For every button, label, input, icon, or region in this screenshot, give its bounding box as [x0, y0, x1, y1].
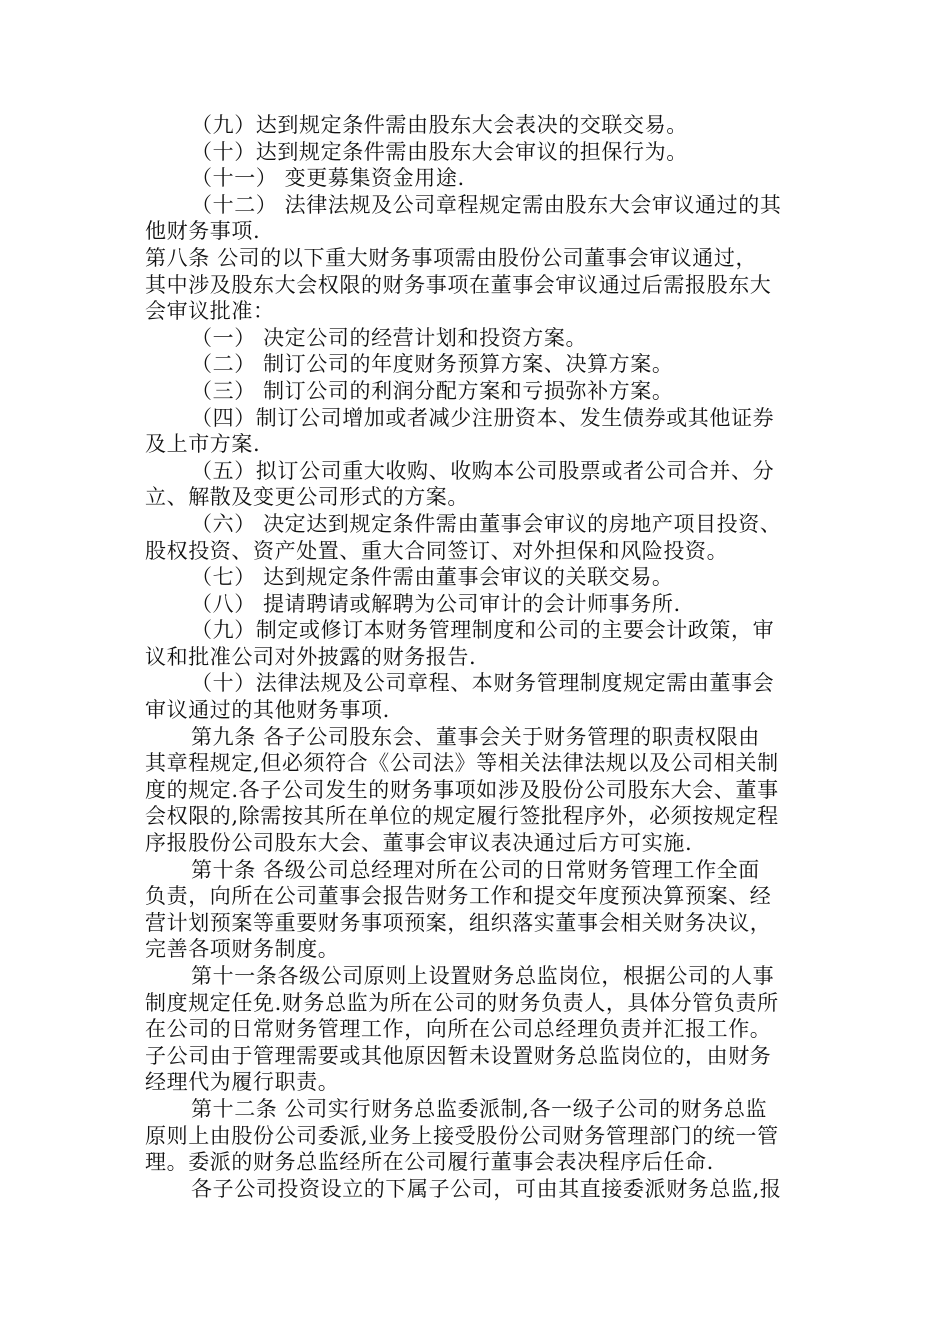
text-line: 序报股份公司股东大会、董事会审议表决通过后方可实施.: [145, 831, 693, 856]
text-line: 制度规定任免.财务总监为所在公司的财务负责人，具体分管负责所: [145, 990, 779, 1015]
text-line: （九）达到规定条件需由股东大会表决的交联交易。: [191, 113, 688, 137]
text-line: 负责，向所在公司董事会报告财务工作和提交年度预决算预案、经: [145, 884, 772, 909]
text-line: 立、解散及变更公司形式的方案。: [145, 485, 469, 510]
text-line: 议和批准公司对外披露的财务报告.: [145, 644, 477, 669]
text-line: （四）制订公司增加或者减少注册资本、发生债券或其他证券: [191, 405, 775, 430]
text-line: （六） 决定达到规定条件需由董事会审议的房地产项目投资、: [191, 511, 782, 536]
document-body: [145, 112, 817, 1202]
text-line: 各子公司投资设立的下属子公司，可由其直接委派财务总监,报: [191, 1176, 782, 1201]
text-line: （十）达到规定条件需由股东大会审议的担保行为。: [191, 139, 688, 164]
text-line: （八） 提请聘请或解聘为公司审计的会计师事务所.: [191, 591, 681, 616]
text-line: 子公司由于管理需要或其他原因暂未设置财务总监岗位的，由财务: [145, 1043, 772, 1068]
text-line: 审议通过的其他财务事项.: [145, 698, 390, 723]
text-line: 第八条 公司的以下重大财务事项需由股份公司董事会审议通过，: [145, 245, 758, 270]
text-line: 其中涉及股东大会权限的财务事项在董事会审议通过后需报股东大: [145, 272, 772, 297]
text-line: （十一） 变更募集资金用途.: [191, 166, 465, 191]
text-line: （一） 决定公司的经营计划和投资方案。: [191, 325, 588, 350]
text-line: 及上市方案.: [145, 432, 261, 457]
text-line: （五）拟订公司重大收购、收购本公司股票或者公司合并、分: [191, 458, 775, 483]
text-line: 营计划预案等重要财务事项预案，组织落实董事会相关财务决议，: [145, 910, 772, 935]
text-line: 第九条 各子公司股东会、董事会关于财务管理的职责权限由: [191, 724, 760, 749]
text-line: 会权限的,除需按其所在单位的规定履行签批程序外，必须按规定程: [145, 804, 779, 829]
text-line: （七） 达到规定条件需由董事会审议的关联交易。: [191, 565, 674, 590]
text-line: 第十一条各级公司原则上设置财务总监岗位，根据公司的人事: [191, 964, 775, 988]
text-line: 度的规定.各子公司发生的财务事项如涉及股份公司股东大会、董事: [145, 777, 779, 802]
text-line: 其章程规定,但必须符合《公司法》等相关法律法规以及公司相关制: [145, 751, 779, 776]
text-line: 原则上由股份公司委派,业务上接受股份公司财务管理部门的统一管: [145, 1123, 779, 1148]
text-line: 在公司的日常财务管理工作，向所在公司总经理负责并汇报工作。: [145, 1017, 772, 1042]
text-line: 股权投资、资产处置、重大合同签订、对外担保和风险投资。: [145, 538, 729, 563]
text-line: 完善各项财务制度。: [145, 937, 340, 962]
text-line: （十）法律法规及公司章程、本财务管理制度规定需由董事会: [191, 671, 775, 696]
text-line: 经理代为履行职责。: [145, 1070, 340, 1095]
text-line: （二） 制订公司的年度财务预算方案、决算方案。: [191, 352, 674, 377]
text-line: 第十二条 公司实行财务总监委派制,各一级子公司的财务总监: [191, 1096, 768, 1121]
text-line: （十二） 法律法规及公司章程规定需由股东大会审议通过的其: [191, 192, 782, 217]
text-line: 会审议批准：: [145, 299, 275, 324]
text-line: 理。委派的财务总监经所在公司履行董事会表决程序后任命.: [145, 1150, 714, 1175]
text-line: 第十条 各级公司总经理对所在公司的日常财务管理工作全面: [191, 857, 760, 882]
text-line: （三） 制订公司的利润分配方案和亏损弥补方案。: [191, 378, 674, 403]
text-line: 他财务事项.: [145, 219, 261, 244]
text-line: （九）制定或修订本财务管理制度和公司的主要会计政策，审: [191, 618, 775, 643]
